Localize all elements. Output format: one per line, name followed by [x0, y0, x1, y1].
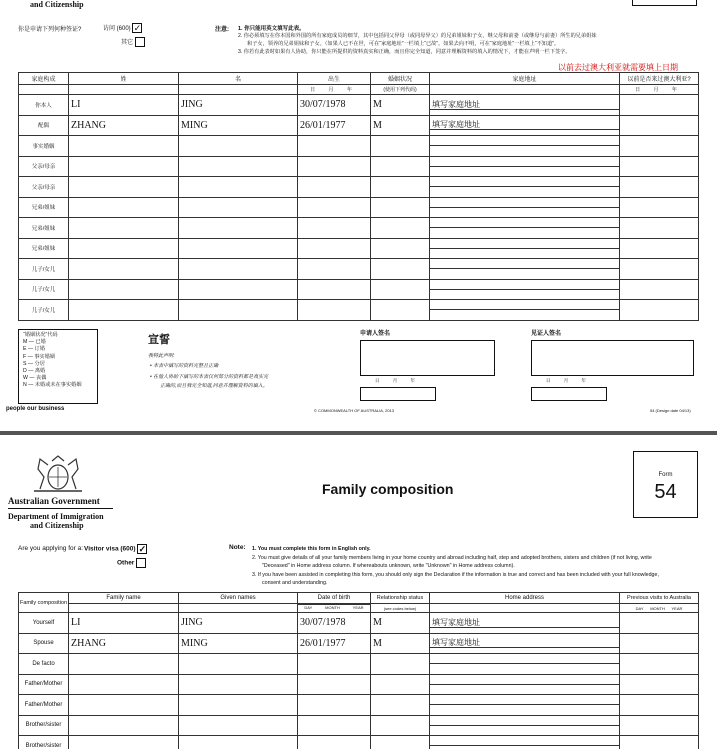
witness-signature-box[interactable] [531, 340, 694, 376]
home-address-cell[interactable] [430, 156, 620, 177]
address-line-1 [430, 309, 619, 310]
address-lines [430, 145, 619, 146]
form-number-box [633, 451, 698, 518]
dob-cell[interactable]: 26/01/1977 [298, 633, 371, 654]
address-lines [430, 268, 619, 269]
gov-title: Australian Government [8, 496, 100, 506]
row-label: 事实婚姻 [19, 136, 69, 157]
status-cell[interactable] [371, 736, 430, 749]
row-label: 儿子/女儿 [19, 279, 69, 300]
dob-cell[interactable]: 30/07/1978 [298, 95, 371, 116]
note-1-en: 1. You must complete this form in English only. [252, 546, 371, 552]
dob-day: DAY [304, 605, 313, 610]
note-1-cn: 1. 你只能用英文填写此表。 [238, 26, 305, 32]
previous-visits-cell[interactable] [620, 115, 699, 136]
family-name-cell[interactable]: LI [69, 613, 179, 634]
table-row [19, 613, 699, 634]
status-cell[interactable] [371, 177, 430, 198]
applying-label-cn: 你是申请下列何种签证? [18, 27, 82, 33]
given-names-cell[interactable]: MING [179, 633, 298, 654]
row-label: 兄弟/姐妹 [19, 197, 69, 218]
address-lines [430, 186, 619, 187]
previous-visits-cell[interactable] [620, 654, 699, 675]
other-checkbox-en[interactable] [136, 558, 146, 568]
family-name-cell[interactable] [69, 715, 179, 736]
status-cell[interactable] [371, 259, 430, 280]
status-cell[interactable] [371, 695, 430, 716]
col-status-cn: 婚姻状况 [371, 73, 430, 85]
coat-of-arms-icon [30, 455, 86, 495]
dob-cell[interactable] [298, 197, 371, 218]
address-lines [430, 618, 619, 628]
address-line-1: 填写家庭地址 [430, 120, 619, 130]
top-dept-line: and Citizenship [30, 0, 84, 9]
family-name-cell[interactable] [69, 279, 179, 300]
visit-year: YEAR [671, 605, 683, 611]
address-lines [430, 309, 619, 310]
col-given-en: Given names [179, 593, 298, 604]
previous-visits-cell[interactable] [620, 674, 699, 695]
dept-line-2: and Citizenship [30, 521, 84, 530]
visit-checkbox-cn[interactable]: ✓ [133, 23, 142, 34]
address-lines [430, 166, 619, 167]
family-name-cell[interactable] [69, 695, 179, 716]
other-text-cn: 其它 [121, 40, 134, 46]
address-line-1 [430, 145, 619, 146]
address-line-1 [430, 704, 619, 705]
status-cell[interactable] [371, 300, 430, 321]
row-label: 儿子/女儿 [19, 259, 69, 280]
family-table-cn [18, 72, 699, 321]
given-names-cell[interactable]: JING [179, 613, 298, 634]
home-address-cell[interactable] [430, 715, 620, 736]
applying-label-en: Are you applying for a: [18, 545, 84, 552]
table-row [19, 95, 699, 116]
note-3b-en: consent and understanding. [262, 580, 328, 586]
address-line-1 [430, 663, 619, 664]
home-address-cell[interactable] [430, 736, 620, 749]
dob-cell[interactable] [298, 736, 371, 749]
code-n: N — 未婚或未在事实婚姻 [23, 382, 82, 389]
witness-date-box[interactable] [531, 387, 607, 401]
status-cell[interactable]: M [371, 613, 430, 634]
table-row [19, 218, 699, 239]
address-lines [430, 248, 619, 249]
gov-rule [8, 508, 113, 509]
home-address-cell[interactable] [430, 115, 620, 136]
family-name-cell[interactable] [69, 136, 179, 157]
given-names-cell[interactable] [179, 177, 298, 198]
previous-visits-cell[interactable] [620, 279, 699, 300]
visit-text-cn: 访问 (600) [103, 26, 131, 32]
home-address-cell[interactable] [430, 136, 620, 157]
table-row [19, 300, 699, 321]
note-label-cn: 注意: [215, 27, 229, 33]
given-names-cell[interactable] [179, 300, 298, 321]
status-cell[interactable] [371, 156, 430, 177]
declaration-item-2-text: 在他人协助下填写的本表仅何部分的资料都是真实完 [153, 374, 269, 380]
footer-mid: © COMMONWEALTH OF AUSTRALIA, 2013 [314, 408, 394, 413]
row-label: Brother/sister [19, 715, 69, 736]
dept-line-1: Department of Immigration [8, 512, 104, 521]
status-cell[interactable] [371, 279, 430, 300]
applicant-signature-box[interactable] [360, 340, 495, 376]
red-annotation: 以前去过澳大利亚就需要填上日期 [558, 63, 678, 72]
row-label: 父亲/母亲 [19, 156, 69, 177]
status-sub-cn: (使用下列代码) [371, 85, 430, 95]
row-label: Yourself [19, 613, 69, 634]
table-row [19, 177, 699, 198]
form-title: Family composition [322, 481, 454, 497]
address-line-1 [430, 289, 619, 290]
table-row [19, 136, 699, 157]
previous-visits-cell[interactable] [620, 715, 699, 736]
address-line-1 [430, 207, 619, 208]
declaration-item-1: • 本表中填写的资料完整且正确 [150, 363, 219, 369]
given-names-cell[interactable]: JING [179, 95, 298, 116]
address-line-1 [430, 166, 619, 167]
visit-label-en [84, 544, 147, 554]
codes-title: “婚姻状况”代码 [23, 332, 58, 338]
visits-sub-en [620, 604, 699, 613]
status-sub-en: (see codes below) [371, 604, 430, 613]
dob-cell[interactable] [298, 238, 371, 259]
dob-cell[interactable] [298, 715, 371, 736]
other-label-cn [121, 37, 145, 47]
note-2-cn: 2. 你必须填写在你本国和外国的所有家庭成员的细节，其中包括同父异母（或同母异父）的兄弟姐妹和子女，继父母和前妻（或继母与前妻）所生的兄弟姐妹 [238, 33, 597, 39]
status-cell[interactable] [371, 218, 430, 239]
table-row [19, 715, 699, 736]
previous-visits-cell[interactable] [620, 156, 699, 177]
col-family-cn: 姓 [69, 73, 179, 85]
home-address-cell[interactable] [430, 197, 620, 218]
dob-cell[interactable] [298, 300, 371, 321]
status-cell[interactable] [371, 715, 430, 736]
dob-sub-cn: 日 月 年 [298, 85, 371, 95]
code-d: D — 离婚 [23, 368, 46, 375]
given-names-cell[interactable] [179, 279, 298, 300]
family-name-cell[interactable] [69, 238, 179, 259]
home-address-cell[interactable] [430, 95, 620, 116]
table-row [19, 279, 699, 300]
family-name-cell[interactable] [69, 259, 179, 280]
previous-visits-cell[interactable] [620, 177, 699, 198]
family-name-cell[interactable] [69, 654, 179, 675]
previous-visits-cell[interactable] [620, 259, 699, 280]
visit-text-en: Visitor visa (600) [84, 545, 136, 553]
home-address-cell[interactable] [430, 259, 620, 280]
address-lines [430, 227, 619, 228]
row-label: Spouse [19, 633, 69, 654]
address-lines [430, 100, 619, 110]
address-lines [430, 745, 619, 746]
given-names-cell[interactable] [179, 238, 298, 259]
home-address-cell[interactable] [430, 613, 620, 634]
col-status-en: Relationship status [371, 593, 430, 604]
dob-cell[interactable] [298, 136, 371, 157]
status-cell[interactable] [371, 674, 430, 695]
status-cell[interactable] [371, 136, 430, 157]
declaration-title: 宣誓 [148, 334, 170, 346]
status-cell[interactable]: M [371, 633, 430, 654]
table-row [19, 197, 699, 218]
table-row [19, 238, 699, 259]
other-text-en: Other [117, 559, 135, 567]
col-address-cn: 家庭地址 [430, 73, 620, 85]
family-name-cell[interactable] [69, 674, 179, 695]
given-names-cell[interactable] [179, 715, 298, 736]
previous-visits-cell[interactable] [620, 218, 699, 239]
footer-left: people our business [6, 406, 65, 412]
applicant-date-box[interactable] [360, 387, 436, 401]
status-cell[interactable] [371, 238, 430, 259]
given-names-cell[interactable] [179, 136, 298, 157]
address-lines [430, 704, 619, 705]
note-3-cn: 3. 你若有此表时如果有人协助，你只能在所提供的资料真实和正确，而且你完全知道，同意并理解资料的填入的情况下，才能在声明一栏下签字。 [238, 49, 571, 55]
address-line-1 [430, 186, 619, 187]
family-table-en [18, 592, 699, 749]
row-label: 配偶 [19, 115, 69, 136]
col-dob-cn: 出生 [298, 73, 371, 85]
code-w: W — 丧偶 [23, 375, 47, 382]
row-label: Father/Mother [19, 695, 69, 716]
other-label-en [117, 558, 146, 568]
given-names-cell[interactable] [179, 654, 298, 675]
family-name-cell[interactable]: LI [69, 95, 179, 116]
dob-cell[interactable] [298, 674, 371, 695]
dob-cell[interactable] [298, 654, 371, 675]
dob-cell[interactable] [298, 218, 371, 239]
given-names-cell[interactable] [179, 674, 298, 695]
family-name-cell[interactable]: ZHANG [69, 633, 179, 654]
note-2b-en: "Deceased" in Home address column. If whereabouts unknown, write "Unknown" in Home address column). [262, 563, 515, 569]
form-number: 54 [654, 481, 677, 503]
row-label: 儿子/女儿 [19, 300, 69, 321]
status-cell[interactable]: M [371, 95, 430, 116]
family-name-cell[interactable] [69, 300, 179, 321]
table-row [19, 695, 699, 716]
marital-codes-box [18, 329, 98, 404]
dob-cell[interactable] [298, 279, 371, 300]
previous-visits-cell[interactable] [620, 613, 699, 634]
row-label: 兄弟/姐妹 [19, 218, 69, 239]
page-separator [0, 431, 717, 435]
address-lines [430, 289, 619, 290]
code-m: M — 已婚 [23, 339, 46, 346]
visit-label-cn [103, 23, 142, 33]
declaration-item-1-text: 本表中填写的资料完整且正确 [153, 363, 219, 369]
declaration-item-3: 正确的,而且我完全知道,同意并理解资料的填入。 [160, 383, 268, 389]
col-dob-en: Date of birth [298, 593, 371, 604]
row-label: 你本人 [19, 95, 69, 116]
table-row [19, 674, 699, 695]
col-given-cn: 名 [179, 73, 298, 85]
table-row [19, 115, 699, 136]
col-composition-cn: 家庭构成 [19, 73, 69, 85]
dob-month: MONTH [325, 605, 340, 610]
note-label-en: Note: [229, 544, 246, 551]
note-2-en: 2. You must give details of all your family members living in your home country and abroad including half, step and adopted brothers, sisters and children (if not living, write [252, 555, 652, 561]
previous-visits-cell[interactable] [620, 238, 699, 259]
note-3-en: 3. If you have been assisted in completing this form, you should only sign the Declaration if the information is true and correct and has been included with your full knowledge, [252, 572, 659, 578]
table-row [19, 736, 699, 749]
address-line-1 [430, 745, 619, 746]
row-label: 父亲/母亲 [19, 177, 69, 198]
col-composition-en: Family composition [19, 593, 69, 613]
dob-cell[interactable] [298, 259, 371, 280]
family-name-cell[interactable] [69, 197, 179, 218]
row-label: Brother/sister [19, 736, 69, 749]
status-cell[interactable] [371, 197, 430, 218]
dob-cell[interactable]: 26/01/1977 [298, 115, 371, 136]
dob-year: YEAR [352, 605, 364, 610]
address-lines [430, 663, 619, 664]
address-line-1 [430, 268, 619, 269]
given-names-cell[interactable]: MING [179, 115, 298, 136]
previous-visits-cell[interactable] [620, 197, 699, 218]
previous-visits-cell[interactable] [620, 633, 699, 654]
home-address-cell[interactable] [430, 279, 620, 300]
form-label: Form [658, 472, 673, 478]
col-address-en: Home address [430, 593, 620, 604]
address-lines [430, 684, 619, 685]
address-lines [430, 207, 619, 208]
home-address-cell[interactable] [430, 177, 620, 198]
family-name-cell[interactable] [69, 736, 179, 749]
address-line-1 [430, 248, 619, 249]
witness-sig-label: 见证人签名 [531, 331, 562, 337]
address-line-1 [430, 227, 619, 228]
address-lines [430, 638, 619, 648]
address-line-1 [430, 725, 619, 726]
address-line-1 [430, 684, 619, 685]
previous-visits-cell[interactable] [620, 136, 699, 157]
status-cell[interactable] [371, 654, 430, 675]
code-s: S — 分居 [23, 360, 45, 367]
previous-visits-cell[interactable] [620, 736, 699, 749]
code-f: F — 事实婚姻 [23, 353, 55, 360]
home-address-cell[interactable] [430, 695, 620, 716]
col-visits-en: Previous visits to Australia [620, 593, 699, 604]
dob-cell[interactable] [298, 156, 371, 177]
note-2b-cn: 和子女，领养的兄弟姐妹和子女。（如果人已不在世，可在“家庭地址”一栏填上“已故”。如果去向不明，可在“家庭地址”一栏填上“不知道”。 [247, 41, 560, 47]
row-label: De facto [19, 654, 69, 675]
home-address-cell[interactable] [430, 300, 620, 321]
address-line-1: 填写家庭地址 [430, 618, 619, 628]
table-row [19, 654, 699, 675]
dob-cell[interactable] [298, 177, 371, 198]
family-name-cell[interactable] [69, 156, 179, 177]
family-name-cell[interactable]: ZHANG [69, 115, 179, 136]
family-name-cell[interactable] [69, 177, 179, 198]
col-visits-cn: 以前是否来过澳大利亚? [620, 73, 699, 85]
row-label: 兄弟/姐妹 [19, 238, 69, 259]
visits-sub-cn: 日 月 年 [620, 85, 699, 95]
previous-visits-cell[interactable] [620, 695, 699, 716]
address-lines [430, 120, 619, 130]
status-cell[interactable]: M [371, 115, 430, 136]
home-address-cell[interactable] [430, 674, 620, 695]
declaration-lead: 我特此声明: [148, 353, 175, 359]
footer-right: 54 (Design date 04/13) [650, 408, 691, 413]
home-address-cell[interactable] [430, 633, 620, 654]
table-row [19, 259, 699, 280]
applicant-date-sub: 日 月 年 [374, 378, 421, 383]
given-names-cell[interactable] [179, 695, 298, 716]
given-names-cell[interactable] [179, 218, 298, 239]
col-family-en: Family name [69, 593, 179, 604]
previous-visits-cell[interactable] [620, 300, 699, 321]
home-address-cell[interactable] [430, 238, 620, 259]
declaration-item-2: • 在他人协助下填写的本表仅何部分的资料都是真实完 [150, 374, 269, 380]
address-lines [430, 725, 619, 726]
visit-month: MONTH [650, 605, 665, 611]
code-e: E — 订婚 [23, 346, 45, 353]
other-checkbox-cn[interactable] [135, 37, 145, 47]
address-line-1: 填写家庭地址 [430, 100, 619, 110]
form-number-box-top [632, 0, 697, 6]
visit-checkbox-en[interactable]: ✓ [138, 544, 147, 554]
family-name-cell[interactable] [69, 218, 179, 239]
dob-cell[interactable] [298, 695, 371, 716]
address-line-1: 填写家庭地址 [430, 638, 619, 648]
row-label: Father/Mother [19, 674, 69, 695]
given-names-cell[interactable] [179, 197, 298, 218]
given-names-cell[interactable] [179, 736, 298, 749]
given-names-cell[interactable] [179, 156, 298, 177]
visit-day: DAY [635, 605, 644, 611]
table-row [19, 633, 699, 654]
given-names-cell[interactable] [179, 259, 298, 280]
home-address-cell[interactable] [430, 218, 620, 239]
home-address-cell[interactable] [430, 654, 620, 675]
dob-sub-en [298, 604, 370, 610]
dob-cell[interactable]: 30/07/1978 [298, 613, 371, 634]
witness-date-sub: 日 月 年 [545, 378, 592, 383]
previous-visits-cell[interactable] [620, 95, 699, 116]
table-row [19, 156, 699, 177]
applicant-sig-label: 申请人签名 [360, 331, 391, 337]
